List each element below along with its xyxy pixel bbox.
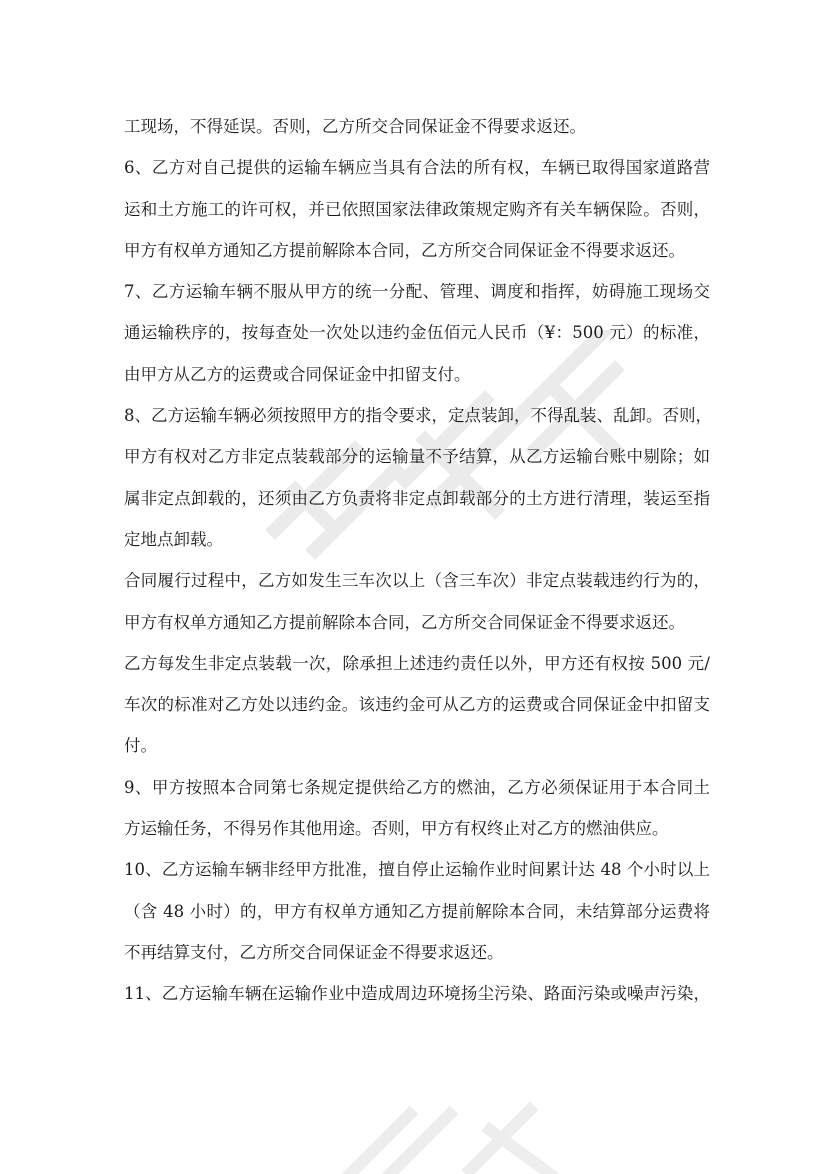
text-line: 车次的标准对乙方处以违约金。该违约金可从乙方的运费或合同保证金中扣留支 xyxy=(124,695,710,715)
text-line: 付。 xyxy=(124,736,157,756)
text-line: 11、乙方运输车辆在运输作业中造成周边环境扬尘污染、路面污染或噪声污染， xyxy=(124,984,710,1004)
text-line: 甲方有权对乙方非定点装载部分的运输量不予结算，从乙方运输台账中剔除；如 xyxy=(124,447,710,467)
text-line: 定地点卸载。 xyxy=(124,529,223,549)
text-line: 由甲方从乙方的运费或合同保证金中扣留支付。 xyxy=(124,364,471,384)
text-line: 8、乙方运输车辆必须按照甲方的指令要求，定点装卸，不得乱装、乱卸。否则， xyxy=(124,406,712,426)
text-line: 乙方每发生非定点装载一次，除承担上述违约责任以外，甲方还有权按 500 元/ xyxy=(124,653,710,673)
text-line: 7、乙方运输车辆不服从甲方的统一分配、管理、调度和指挥，妨碍施工现场交 xyxy=(124,282,710,302)
text-line: 9、甲方按照本合同第七条规定提供给乙方的燃油，乙方必须保证用于本合同土 xyxy=(124,777,710,797)
text-line: 通运输秩序的，按每查处一次处以违约金伍佰元人民币（¥：500 元）的标准， xyxy=(124,323,710,343)
text-line: 6、乙方对自己提供的运输车辆应当具有合法的所有权，车辆已取得国家道路营 xyxy=(124,158,710,178)
text-line: （含 48 小时）的，甲方有权单方通知乙方提前解除本合同，未结算部分运费将 xyxy=(124,901,710,921)
watermark-graphic-bottom xyxy=(320,1080,620,1174)
text-line: 方运输任务，不得另作其他用途。否则，甲方有权终止对乙方的燃油供应。 xyxy=(124,819,669,839)
text-line: 属非定点卸载的，还须由乙方负责将非定点卸载部分的土方进行清理，装运至指 xyxy=(124,488,710,508)
text-line: 合同履行过程中，乙方如发生三车次以上（含三车次）非定点装载违约行为的， xyxy=(124,571,710,591)
text-line: 工现场，不得延误。否则，乙方所交合同保证金不得要求返还。 xyxy=(124,117,586,136)
text-line: 不再结算支付，乙方所交合同保证金不得要求返还。 xyxy=(124,942,504,962)
text-line: 甲方有权单方通知乙方提前解除本合同，乙方所交合同保证金不得要求返还。 xyxy=(124,240,685,260)
text-line: 甲方有权单方通知乙方提前解除本合同，乙方所交合同保证金不得要求返还。 xyxy=(124,612,685,632)
text-line: 运和土方施工的许可权，并已依照国家法律政策规定购齐有关车辆保险。否则， xyxy=(124,199,710,219)
document-body xyxy=(124,106,710,1015)
text-line: 10、乙方运输车辆非经甲方批准，擅自停止运输作业时间累计达 48 个小时以上 xyxy=(124,860,710,880)
